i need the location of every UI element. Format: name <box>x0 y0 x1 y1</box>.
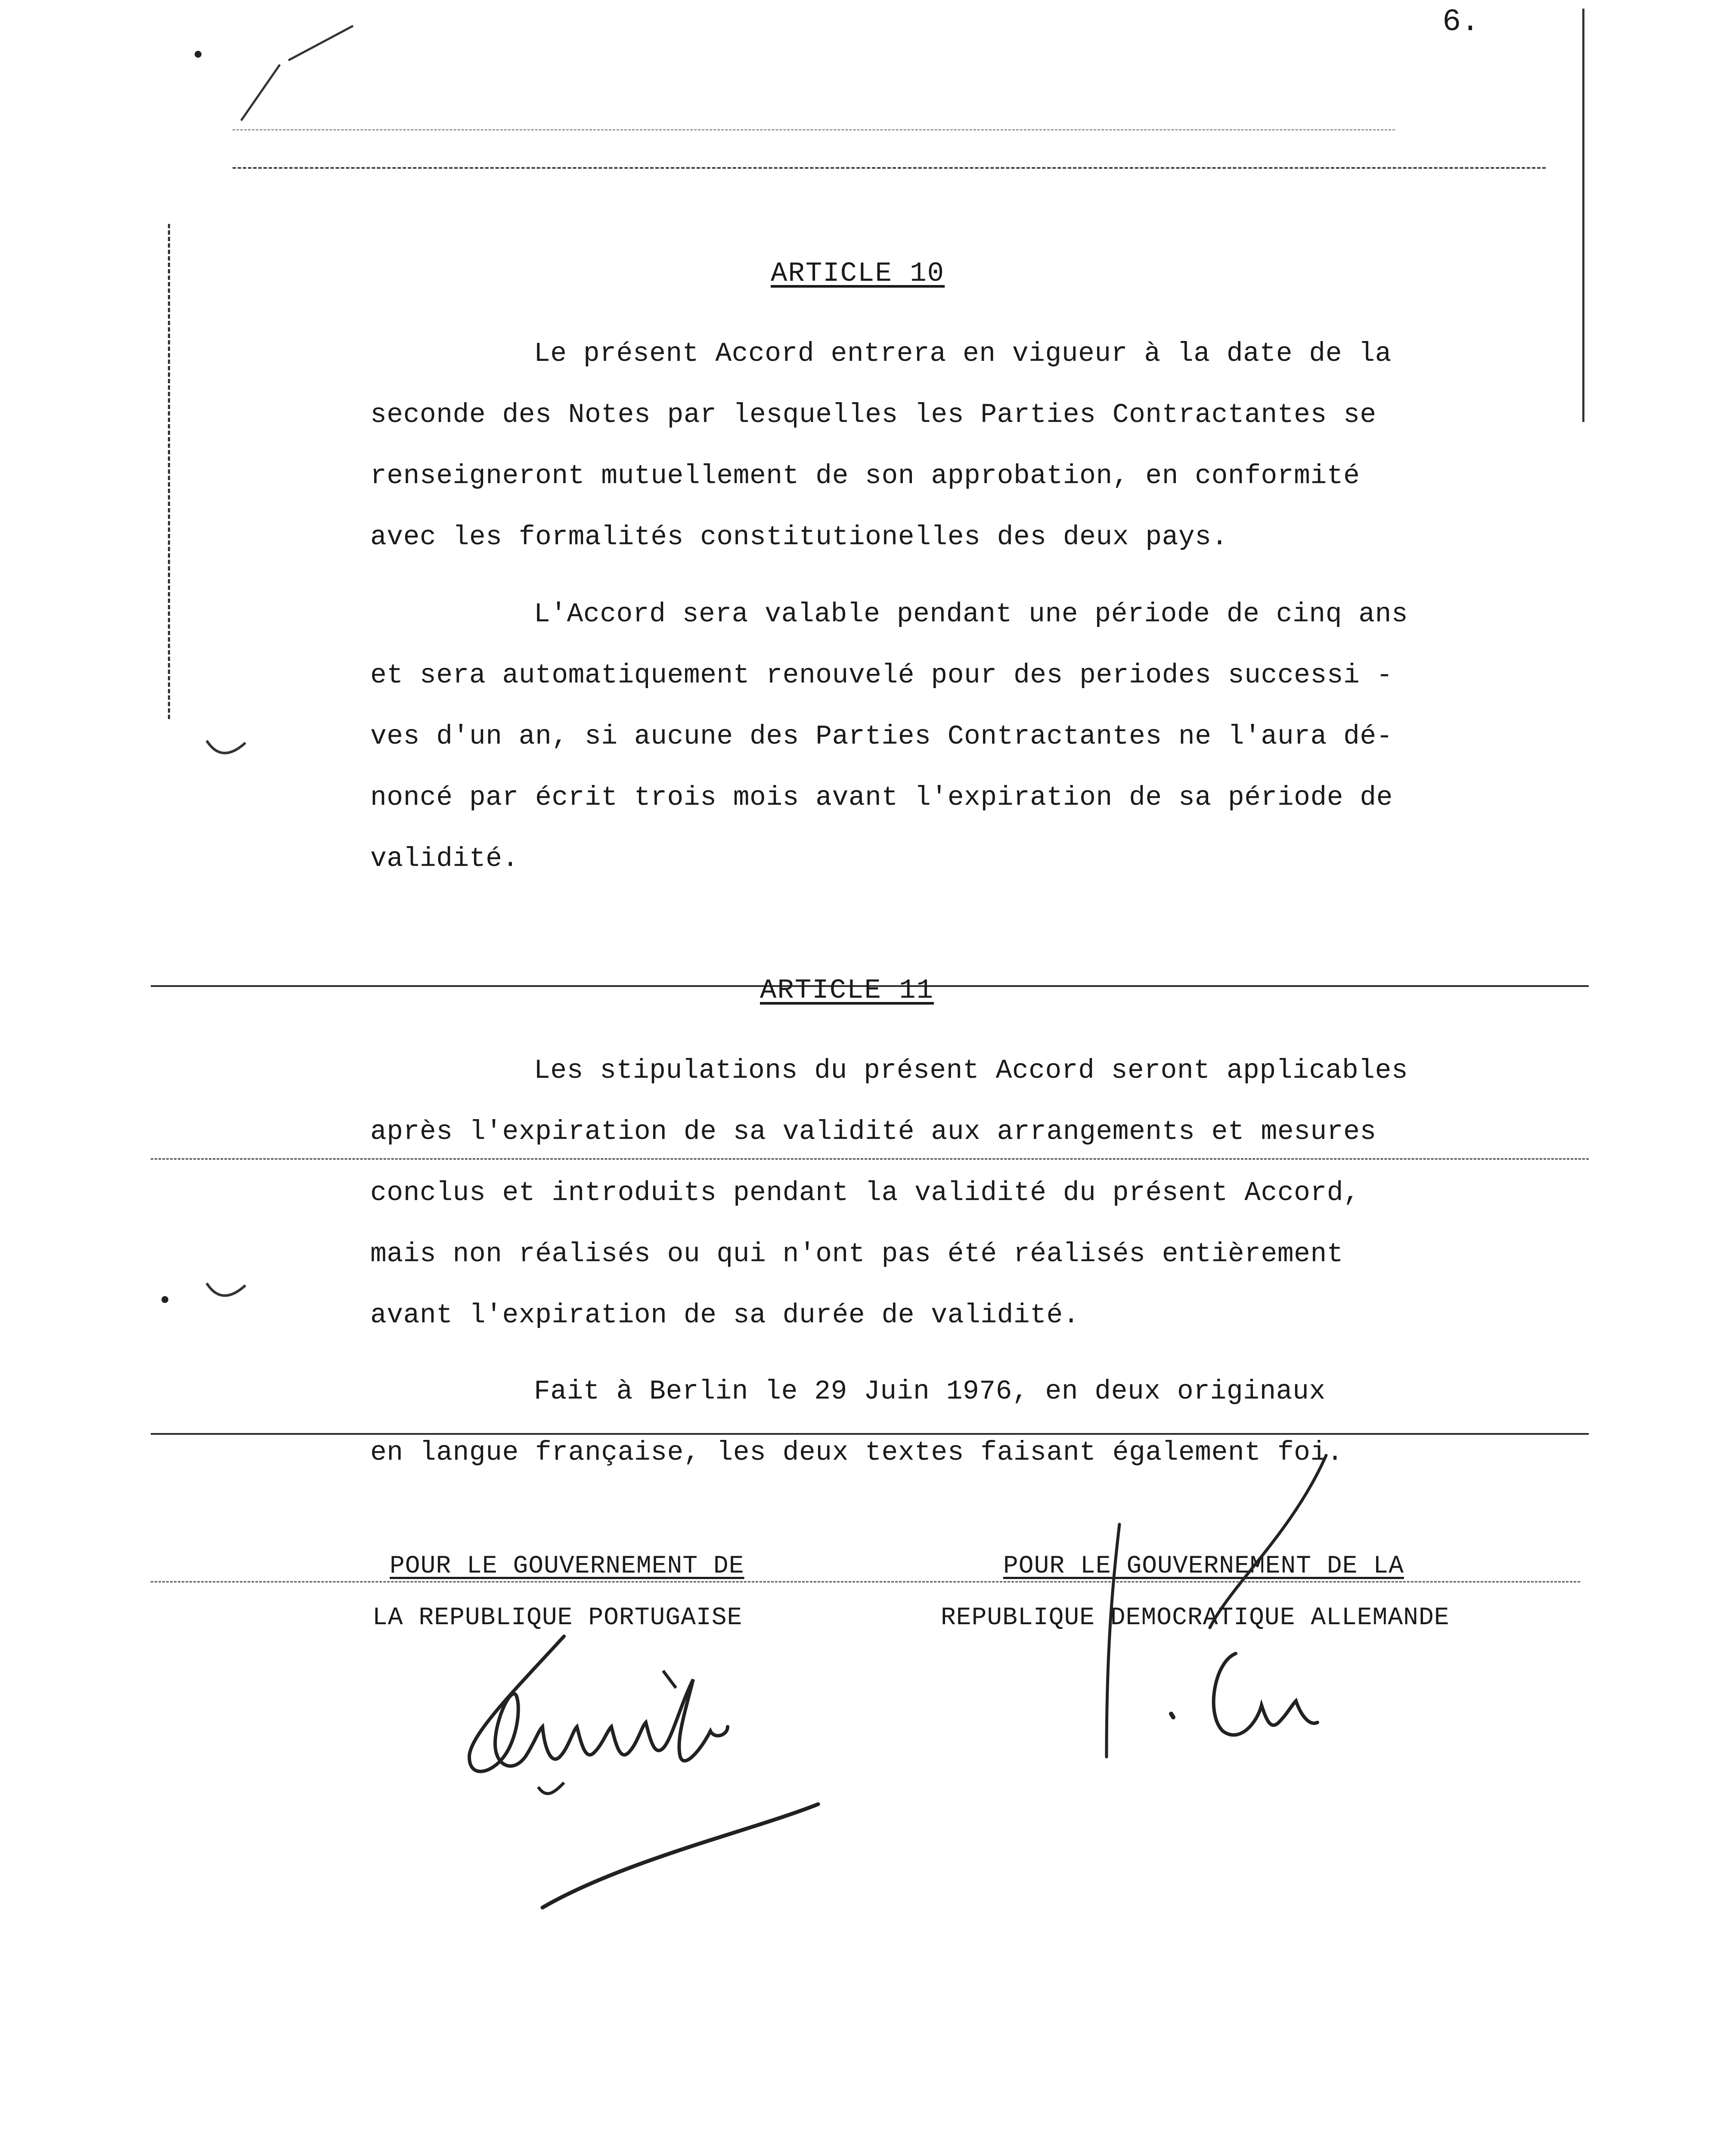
article-11-line: après l'expiration de sa validité aux arrangements et mesures <box>370 1117 1376 1147</box>
portugal-signatory-line-1: POUR LE GOUVERNEMENT DE <box>390 1552 744 1580</box>
gdr-signatory-line-1: POUR LE GOUVERNEMENT DE LA <box>1003 1552 1404 1580</box>
article-10-heading: ARTICLE 10 <box>771 258 945 289</box>
article-10-line: L'Accord sera valable pendant une période de cinq ans <box>534 599 1408 630</box>
article-11-heading: ARTICLE 11 <box>760 975 934 1006</box>
article-11-line: Les stipulations du présent Accord seront applicables <box>534 1055 1408 1086</box>
article-10-line: renseigneront mutuellement de son approbation, en conformité <box>370 461 1360 491</box>
scan-dashed-rule <box>151 1158 1589 1160</box>
article-10-line: et sera automatiquement renouvelé pour des periodes successi - <box>370 660 1393 691</box>
article-11-line: Fait à Berlin le 29 Juin 1976, en deux originaux <box>534 1376 1326 1407</box>
header-dashed-rule-upper <box>232 129 1395 130</box>
right-margin-bar <box>1582 9 1584 422</box>
article-10-line: noncé par écrit trois mois avant l'expiration de sa période de <box>370 782 1393 813</box>
header-dashed-rule <box>232 167 1546 169</box>
stroke-mark <box>232 17 362 129</box>
article-10-line: Le présent Accord entrera en vigueur à la date de la <box>534 338 1392 369</box>
portugal-signatory-line-2: LA REPUBLIQUE PORTUGAISE <box>372 1604 743 1632</box>
article-10-line: ves d'un an, si aucune des Parties Contractantes ne l'aura dé- <box>370 721 1393 752</box>
article-11-line: avant l'expiration de sa durée de validité. <box>370 1300 1080 1331</box>
left-margin-bar <box>168 224 170 719</box>
article-10-line: validité. <box>370 844 519 874</box>
scan-speck <box>195 51 202 58</box>
scan-speck <box>161 1296 168 1303</box>
gdr-signature <box>1068 1447 1369 1791</box>
portugal-signature <box>452 1628 840 1912</box>
article-10-line: avec les formalités constitutionelles des deux pays. <box>370 522 1228 552</box>
margin-mark <box>202 1275 250 1305</box>
page-number: 6. <box>1442 4 1480 40</box>
scan-solid-rule <box>151 1433 1589 1435</box>
article-10-line: seconde des Notes par lesquelles les Parties Contractantes se <box>370 400 1376 430</box>
article-11-line: conclus et introduits pendant la validité du présent Accord, <box>370 1178 1360 1208</box>
gdr-signatory-line-2: REPUBLIQUE DEMOCRATIQUE ALLEMANDE <box>941 1604 1450 1632</box>
margin-mark <box>202 732 250 762</box>
article-11-line: en langue française, les deux textes faisant également foi. <box>370 1437 1344 1468</box>
article-11-line: mais non réalisés ou qui n'ont pas été réalisés entièrement <box>370 1239 1344 1269</box>
